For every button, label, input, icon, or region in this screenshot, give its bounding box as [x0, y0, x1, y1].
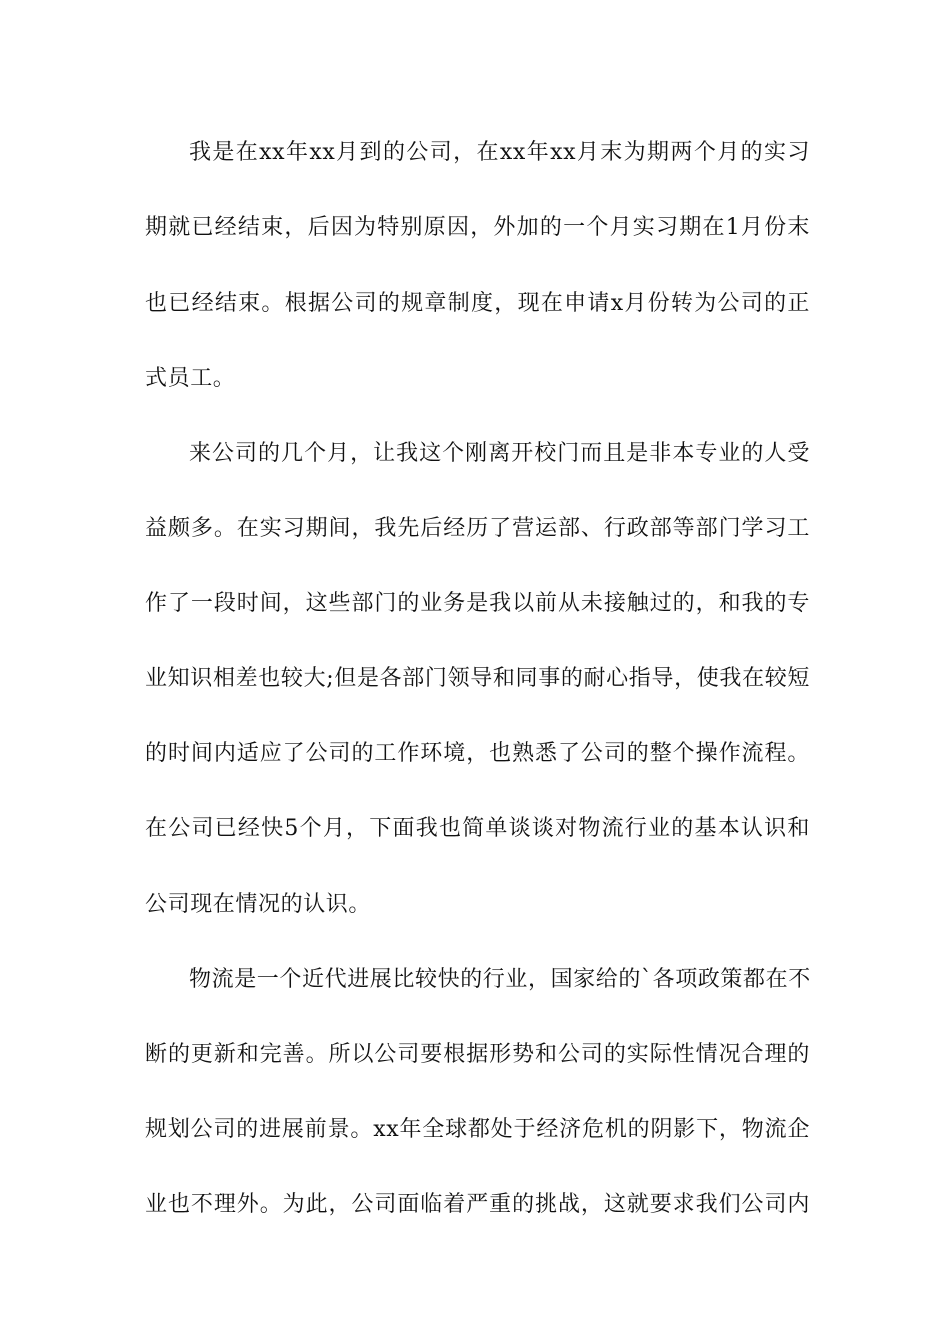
paragraph-1-line-1: 我是在xx年xx月到的公司，在xx年xx月末为期两个月的实习 [189, 140, 810, 165]
paragraph-2-line-4: 业知识相差也较大;但是各部门领导和同事的耐心指导，使我在较短 [145, 666, 810, 691]
paragraph-2-line-1: 来公司的几个月，让我这个刚离开校门而且是非本专业的人受 [189, 441, 810, 466]
paragraph-1-line-3: 也已经结束。根据公司的规章制度，现在申请x月份转为公司的正 [145, 291, 810, 316]
paragraph-3-line-2: 断的更新和完善。所以公司要根据形势和公司的实际性情况合理的 [145, 1042, 810, 1067]
paragraph-3-line-4: 业也不理外。为此，公司面临着严重的挑战，这就要求我们公司内 [145, 1192, 810, 1217]
paragraph-3-line-3: 规划公司的进展前景。xx年全球都处于经济危机的阴影下，物流企 [145, 1117, 810, 1142]
paragraph-3-line-1: 物流是一个近代进展比较快的行业，国家给的`各项政策都在不 [189, 967, 811, 992]
paragraph-2-line-2: 益颇多。在实习期间，我先后经历了营运部、行政部等部门学习工 [145, 516, 810, 541]
paragraph-2-line-5: 的时间内适应了公司的工作环境，也熟悉了公司的整个操作流程。 [145, 741, 810, 766]
paragraph-1-line-2: 期就已经结束，后因为特别原因，外加的一个月实习期在1月份末 [145, 215, 810, 240]
paragraph-1-line-4: 式员工。 [145, 366, 236, 391]
paragraph-2-line-3: 作了一段时间，这些部门的业务是我以前从未接触过的，和我的专 [145, 591, 810, 616]
paragraph-2-line-7: 公司现在情况的认识。 [145, 892, 372, 917]
paragraph-2-line-6: 在公司已经快5个月，下面我也简单谈谈对物流行业的基本认识和 [145, 816, 810, 841]
